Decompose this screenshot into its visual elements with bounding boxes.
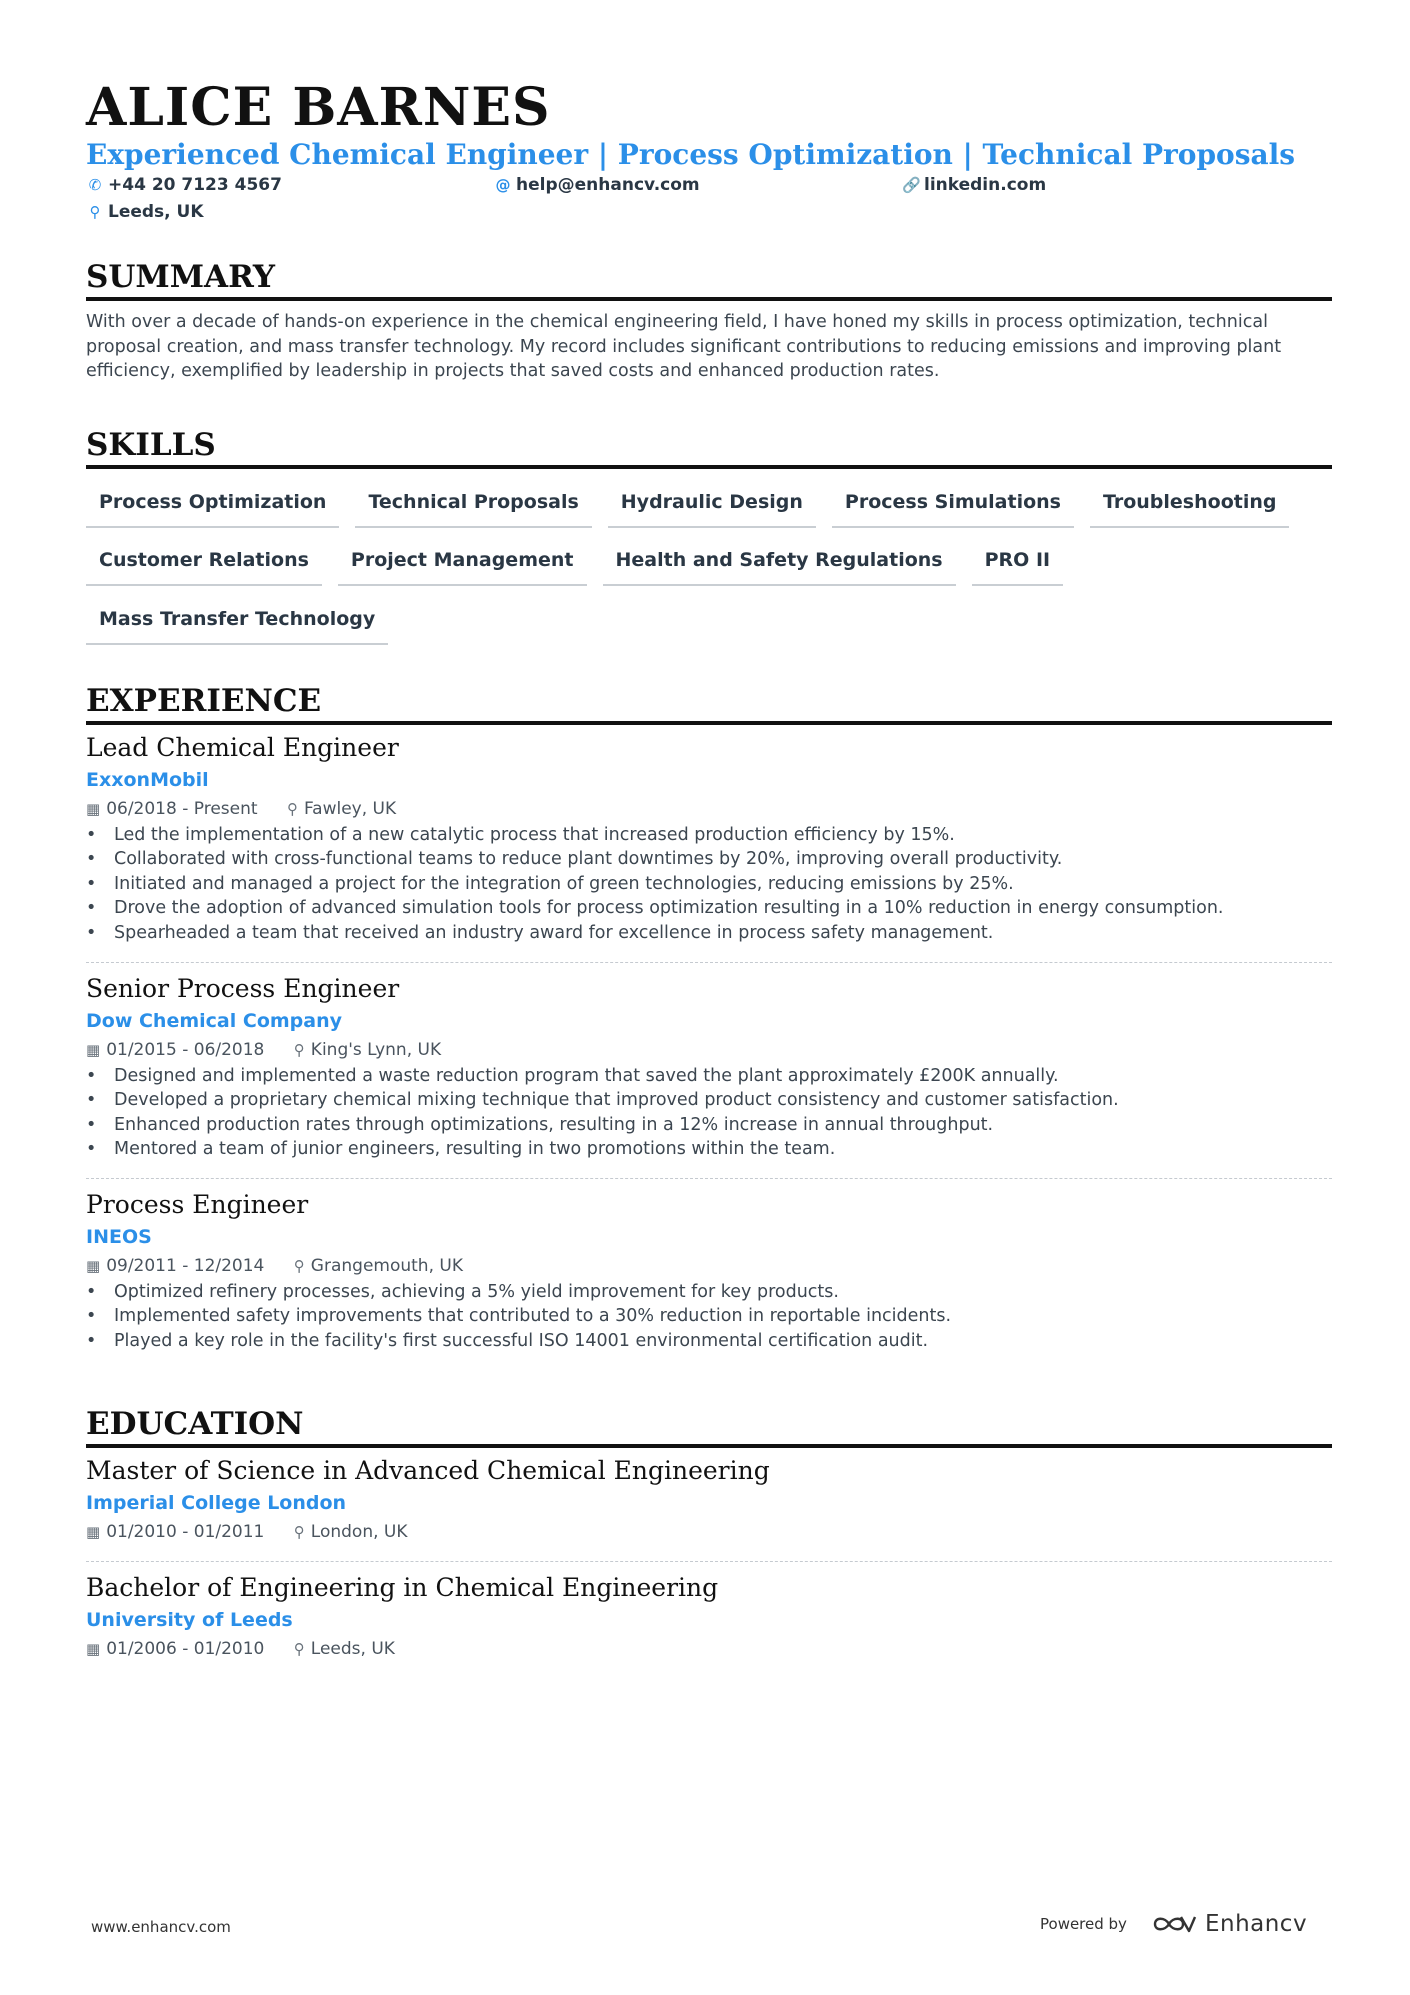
job-dates: 06/2018 - Present [106,799,258,819]
education-entry [86,1454,1332,1546]
email-text[interactable]: help@enhancv.com [516,175,700,195]
skill-tag: Process Simulations [832,484,1074,528]
skills-row-2 [86,542,1079,586]
calendar-icon: ▦ [86,1257,101,1275]
calendar-icon: ▦ [86,1041,101,1059]
job-bullets [86,1064,1332,1162]
skill-tag: Technical Proposals [355,484,591,528]
education-heading: EDUCATION [86,1404,1332,1448]
education-meta [86,1635,1332,1663]
job-bullet: • Led the implementation of a new catalytic process that increased production efficiency by 15%. [86,823,1332,847]
map-pin-icon: ⚲ [293,1257,305,1275]
calendar-icon: ▦ [86,800,101,818]
job-title: Senior Process Engineer [86,974,400,1003]
skills-row-1 [86,484,1305,528]
education-entry [86,1571,1332,1663]
footer-powered-by[interactable] [1040,1911,1307,1937]
job-bullet: • Implemented safety improvements that contributed to a 30% reduction in reportable incidents. [86,1304,1332,1328]
job-company: INEOS [86,1226,152,1248]
job-entry [86,731,1332,945]
job-bullets [86,1280,1332,1353]
location-text: Leeds, UK [108,202,204,222]
job-dates: 01/2015 - 06/2018 [106,1040,265,1060]
footer-website[interactable]: www.enhancv.com [91,1918,231,1936]
headline: Experienced Chemical Engineer | Process Optimization | Technical Proposals [86,138,1296,171]
skills-row-3 [86,601,404,645]
skill-tag: Health and Safety Regulations [603,542,956,586]
job-bullet: • Spearheaded a team that received an industry award for excellence in process safety management. [86,921,1332,945]
map-pin-icon: ⚲ [293,1041,305,1059]
map-pin-icon: ⚲ [89,203,101,221]
education-location: Leeds, UK [310,1639,395,1659]
phone-icon: ✆ [88,176,102,194]
summary-heading: SUMMARY [86,257,1332,301]
entry-divider [86,1178,1332,1179]
job-company: ExxonMobil [86,769,209,791]
contact-phone [86,173,282,197]
job-bullet: • Played a key role in the facility's first successful ISO 14001 environmental certification audit. [86,1329,1332,1353]
link-icon: 🔗 [902,176,921,194]
job-entry [86,972,1332,1162]
job-location: King's Lynn, UK [310,1040,442,1060]
job-bullet: • Initiated and managed a project for the integration of green technologies, reducing emissions by 25%. [86,872,1332,896]
job-bullet: • Developed a proprietary chemical mixing technique that improved product consistency and customer satisfaction. [86,1088,1332,1112]
job-meta [86,795,1332,823]
job-meta [86,1252,1332,1280]
skill-tag: PRO II [972,542,1063,586]
calendar-icon: ▦ [86,1523,101,1541]
job-company: Dow Chemical Company [86,1010,342,1032]
enhancv-brand: Enhancv [1204,1911,1308,1937]
degree-title: Master of Science in Advanced Chemical Engineering [86,1456,770,1485]
education-dates: 01/2010 - 01/2011 [106,1522,265,1542]
job-bullets [86,823,1332,945]
job-bullet: • Optimized refinery processes, achieving a 5% yield improvement for key products. [86,1280,1332,1304]
job-bullet: • Mentored a team of junior engineers, resulting in two promotions within the team. [86,1137,1332,1161]
calendar-icon: ▦ [86,1640,101,1658]
job-bullet: • Collaborated with cross-functional teams to reduce plant downtimes by 20%, improving overall productivity. [86,847,1332,871]
contact-linkedin[interactable] [902,173,1046,197]
job-title: Lead Chemical Engineer [86,733,399,762]
skill-tag: Customer Relations [86,542,322,586]
contact-location [86,200,204,224]
skills-heading: SKILLS [86,425,1332,469]
entry-divider [86,1561,1332,1562]
skill-tag: Mass Transfer Technology [86,601,388,645]
contact-email[interactable] [494,173,700,197]
education-meta [86,1518,1332,1546]
job-meta [86,1036,1332,1064]
education-location: London, UK [310,1522,408,1542]
school-name: Imperial College London [86,1492,347,1514]
skill-tag: Hydraulic Design [608,484,816,528]
linkedin-text[interactable]: linkedin.com [924,175,1047,195]
powered-by-label: Powered by [1040,1915,1127,1933]
skill-tag: Project Management [338,542,587,586]
education-dates: 01/2006 - 01/2010 [106,1639,265,1659]
job-bullet: • Designed and implemented a waste reduction program that saved the plant approximately £200K annually. [86,1064,1332,1088]
map-pin-icon: ⚲ [293,1523,305,1541]
job-location: Grangemouth, UK [310,1256,463,1276]
job-title: Process Engineer [86,1190,309,1219]
job-entry [86,1188,1332,1353]
job-bullet: • Enhanced production rates through optimizations, resulting in a 12% increase in annual throughput. [86,1113,1332,1137]
map-pin-icon: ⚲ [286,800,298,818]
at-icon: @ [495,176,511,194]
entry-divider [86,962,1332,963]
job-location: Fawley, UK [303,799,397,819]
school-name: University of Leeds [86,1609,293,1631]
phone-text: +44 20 7123 4567 [108,175,282,195]
skill-tag: Process Optimization [86,484,339,528]
experience-heading: EXPERIENCE [86,681,1332,725]
job-bullet: • Drove the adoption of advanced simulation tools for process optimization resulting in a 10% reduction in energy consumption. [86,896,1332,920]
map-pin-icon: ⚲ [293,1640,305,1658]
degree-title: Bachelor of Engineering in Chemical Engineering [86,1573,719,1602]
summary-text: With over a decade of hands-on experience in the chemical engineering field, I have honed my skills in process optimization, technical proposal creation, and mass transfer technology. My record includes significant contributions to reducing emissions and improving plant efficiency, exemplified by leadership in projects that saved costs and enhanced production rates. [86,312,1282,381]
candidate-name: ALICE BARNES [86,77,551,138]
enhancv-logo-icon [1151,1912,1197,1936]
skill-tag: Troubleshooting [1090,484,1290,528]
job-dates: 09/2011 - 12/2014 [106,1256,265,1276]
